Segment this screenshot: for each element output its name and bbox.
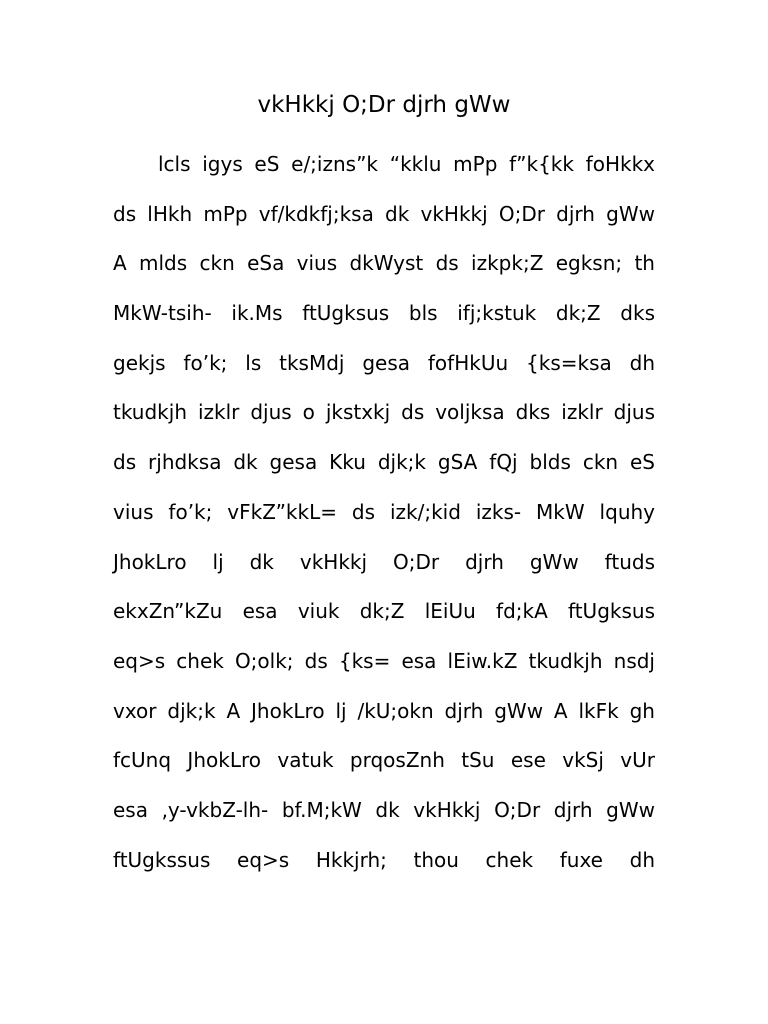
paragraph-line: ds lHkh mPp vf/kdkfj;ksa dk vkHkkj O;Dr djrh gWw [113, 201, 655, 226]
paragraph-line: ekxZn”kZu esa viuk dk;Z lEiUu fd;kA ftUgksus [113, 599, 655, 624]
paragraph-line: esa ,y-vkbZ-lh- bf.M;kW dk vkHkkj O;Dr djrh gWw [113, 797, 655, 822]
paragraph-line: ftUgkssus eq>s Hkkjrh; thou chek fuxe dh [113, 847, 655, 872]
paragraph-line: ds rjhdksa dk gesa Kku djk;k gSA fQj blds ckn eS [113, 450, 655, 475]
paragraph-line: A mlds ckn eSa vius dkWyst ds izkpk;Z egksn; th [113, 251, 655, 276]
paragraph-line: lcls igys eS e/;izns”k “kklu mPp f”k{kk foHkkx [158, 152, 655, 176]
paragraph-line: vius fo’k; vFkZ”kkL= ds izk/;kid izks- MkW lquhy [113, 499, 655, 524]
paragraph-line: tkudkjh izklr djus o jkstxkj ds voljksa dks izklr djus [113, 400, 655, 425]
paragraph-line: JhokLro lj dk vkHkkj O;Dr djrh gWw ftuds [113, 549, 655, 574]
paragraph-line: vxor djk;k A JhokLro lj /kU;okn djrh gWw A lkFk gh [113, 698, 655, 723]
document-body [113, 147, 655, 892]
paragraph-line: eq>s chek O;olk; ds {ks= esa lEiw.kZ tkudkjh nsdj [113, 648, 655, 673]
paragraph-line: gekjs fo’k; ls tksMdj gesa fofHkUu {ks=ksa dh [113, 350, 655, 375]
document-title: vkHkkj O;Dr djrh gWw [257, 92, 511, 118]
paragraph-line: fcUnq JhokLro vatuk prqosZnh tSu ese vkSj vUr [113, 748, 655, 773]
paragraph-line: MkW-tsih- ik.Ms ftUgksus bls ifj;kstuk dk;Z dks [113, 301, 655, 326]
